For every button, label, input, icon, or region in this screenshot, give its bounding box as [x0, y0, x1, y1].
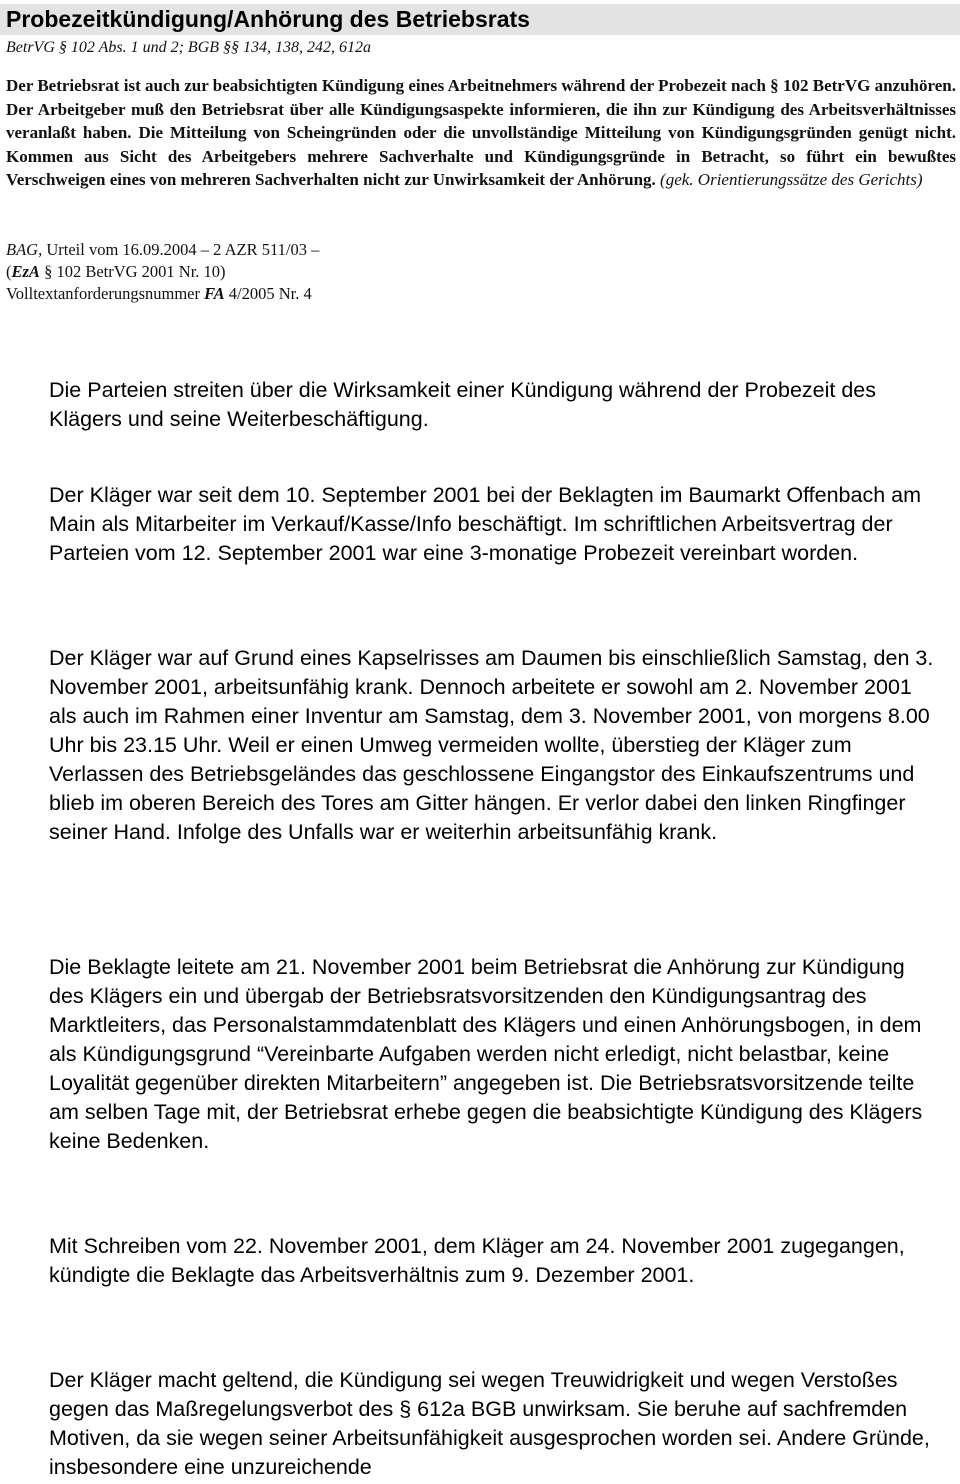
body-paragraph-4 — [49, 953, 944, 1156]
eza-abbreviation: EzA — [11, 262, 40, 281]
paragraph-text: Der Kläger macht geltend, die Kündigung sei wegen Treuwidrigkeit und wegen Verstoßes gegen das Maßregelungsverbot des § 612a BGB unwirksam. Sie beruhe auf sachfremden Motiven, da sie wegen seiner Arbeitsunfähigkeit ausgesprochen worden sei. Andere Gründe, insbesondere eine unzureichende — [49, 1368, 930, 1479]
body-paragraph-5 — [49, 1232, 944, 1290]
eza-reference: § 102 BetrVG 2001 Nr. 10) — [44, 262, 226, 281]
body-paragraph-6 — [49, 1366, 944, 1482]
paragraph-text: Die Parteien streiten über die Wirksamkeit einer Kündigung während der Probezeit des Klägers und seine Weiterbeschäftigung. — [49, 378, 876, 431]
headnote-text: Der Betriebsrat ist auch zur beabsichtigten Kündigung eines Arbeitnehmers während der Probezeit nach § 102 BetrVG anzuhören. Der Arbeitgeber muß den Betriebsrat über alle Kündigungsaspekte informieren, die ihn zur Kündigung des Arbeitsverhältnisses veranlaßt haben. Die Mitteilung von Scheingründen oder die unvollständige Mitteilung von Kündigungsgründen genügt nicht. Kommen aus Sicht des Arbeitgebers mehrere Sachverhalte und Kündigungsgründe in Betracht, so führt ein bewußtes Verschweigen eines von mehreren Sachverhalten nicht zur Unwirksamkeit der Anhörung. — [6, 76, 956, 190]
body-paragraph-1 — [49, 376, 944, 434]
court-abbreviation: BAG, — [6, 240, 43, 259]
paragraph-text: Der Kläger war auf Grund eines Kapselrisses am Daumen bis einschließlich Samstag, den 3. November 2001, arbeitsunfähig krank. Dennoch arbeitete er sowohl am 2. November 2001 als auch im Rahmen einer Inventur am Samstag, dem 3. November 2001, von morgens 8.00 Uhr bis 23.15 Uhr. Weil er einen Umweg vermeiden wollte, überstieg der Kläger zum Verlassen des Betriebsgeländes das geschlossene Eingangstor des Einkaufszentrums und blieb im oberen Bereich des Tores am Gitter hängen. Er verlor dabei den linken Ringfinger seiner Hand. Infolge des Unfalls war er weiterhin arbeitsunfähig krank. — [49, 646, 934, 844]
decision-details: Urteil vom 16.09.2004 – 2 AZR 511/03 – — [46, 240, 320, 259]
legal-norms: BetrVG § 102 Abs. 1 und 2; BGB §§ 134, 138, 242, 612a — [6, 39, 372, 56]
order-number-line — [6, 283, 956, 305]
document-title: Probezeitkündigung/Anhörung des Betriebsrats — [0, 4, 960, 35]
paragraph-text: Der Kläger war seit dem 10. September 2001 bei der Beklagten im Baumarkt Offenbach am Main als Mitarbeiter im Verkauf/Kasse/Info beschäftigt. Im schriftlichen Arbeitsvertrag der Parteien vom 12. September 2001 war eine 3-monatige Probezeit vereinbart worden. — [49, 483, 921, 565]
order-abbreviation: FA — [204, 284, 225, 303]
body-paragraph-3 — [49, 644, 944, 847]
court-reference — [6, 239, 956, 305]
decision-line — [6, 239, 956, 261]
order-number: 4/2005 Nr. 4 — [228, 284, 312, 303]
headnote-summary — [6, 74, 956, 192]
headnote-source-note: (gek. Orientierungssätze des Gerichts) — [660, 170, 923, 190]
body-paragraph-2 — [49, 481, 944, 568]
paragraph-text: Die Beklagte leitete am 21. November 2001 beim Betriebsrat die Anhörung zur Kündigung des Klägers ein und übergab der Betriebsratsvorsitzenden den Kündigungsantrag des Marktleiters, das Personalstammdatenblatt des Klägers und einen Anhörungsbogen, in dem als Kündigungsgrund “Vereinbarte Aufgaben werden nicht erledigt, nicht belastbar, keine Loyalität gegenüber direkten Mitarbeitern” angegeben ist. Die Betriebsratsvorsitzende teilte am selben Tage mit, der Betriebsrat erhebe gegen die beabsichtigte Kündigung des Klägers keine Bedenken. — [49, 955, 923, 1153]
paragraph-text: Mit Schreiben vom 22. November 2001, dem Kläger am 24. November 2001 zugegangen, kündigte die Beklagte das Arbeitsverhältnis zum 9. Dezember 2001. — [49, 1234, 905, 1287]
eza-line — [6, 261, 956, 283]
order-number-prefix: Volltextanforderungsnummer — [6, 284, 200, 303]
eza-open-paren: ( — [6, 262, 12, 281]
